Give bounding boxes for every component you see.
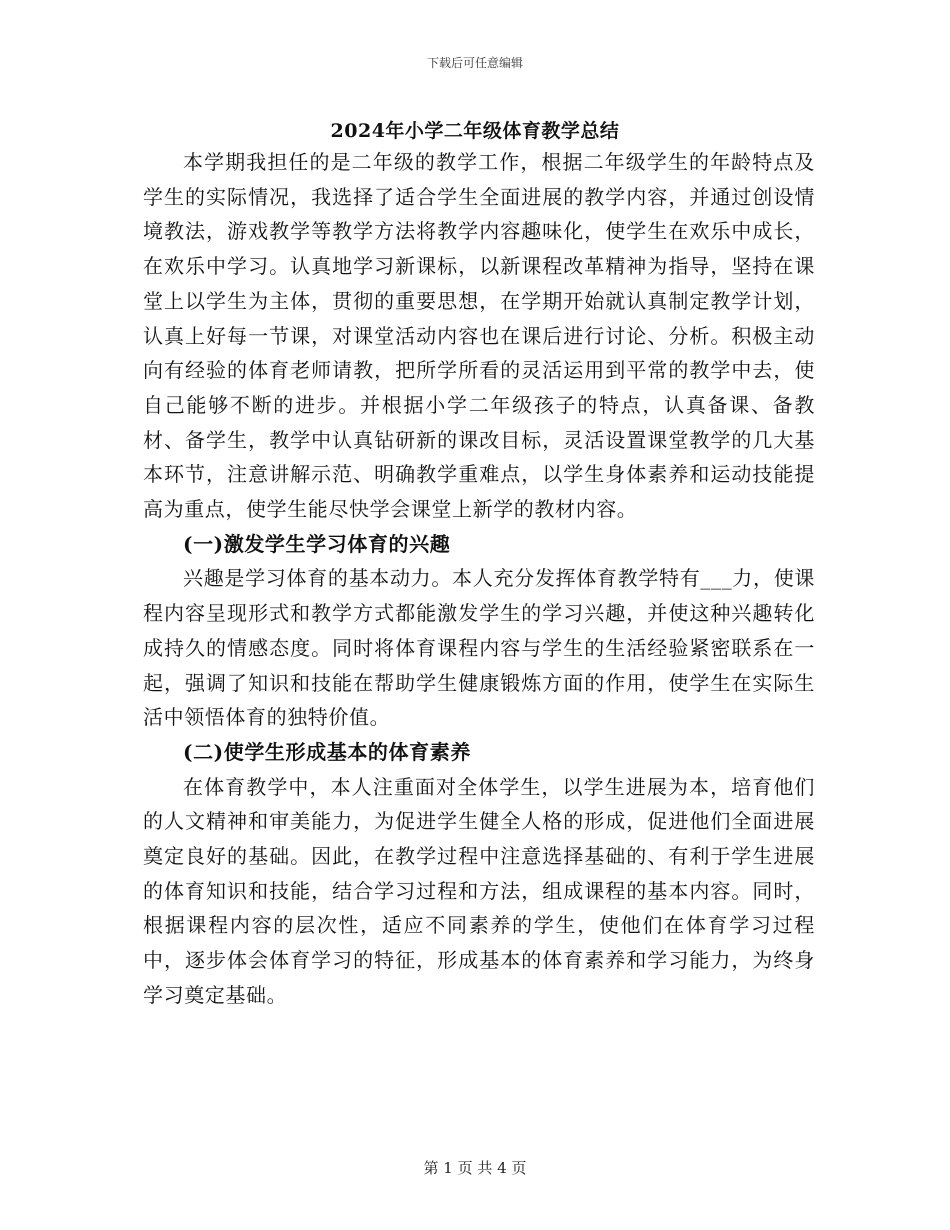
header-note: 下载后可任意编辑 [426,56,523,70]
document-body [143,145,815,1013]
intro-paragraph: 本学期我担任的是二年级的教学工作，根据二年级学生的年龄特点及学生的实际情况，我选择了适合学生全面进展的教学内容，并通过创设情境教法，游戏教学等教学方法将教学内容趣味化，使学生在欢乐中成长，在欢乐中学习。认真地学习新课标，以新课程改革精神为指导，坚持在课堂上以学生为主体，贯彻的重要思想，在学期开始就认真制定教学计划，认真上好每一节课，对课堂活动内容也在课后进行讨论、分析。积极主动向有经验的体育老师请教，把所学所看的灵活运用到平常的教学中去，使自己能够不断的进步。并根据小学二年级孩子的特点，认真备课、备教材、备学生，教学中认真钻研新的课改目标，灵活设置课堂教学的几大基本环节，注意讲解示范、明确教学重难点，以学生身体素养和运动技能提高为重点，使学生能尽快学会课堂上新学的教材内容。 [143,150,815,522]
page-number-footer: 第 1 页 共 4 页 [423,1159,527,1177]
section-heading-1: (一)激发学生学习体育的兴趣 [183,531,451,556]
document-title: 2024年小学二年级体育教学总结 [330,120,620,142]
section-body-2: 在体育教学中，本人注重面对全体学生，以学生进展为本，培育他们的人文精神和审美能力，为促进学生健全人格的形成，促进他们全面进展奠定良好的基础。因此，在教学过程中注意选择基础的、有利于学生进展的体育知识和技能，结合学习过程和方法，组成课程的基本内容。同时，根据课程内容的层次性，适应不同素养的学生，使他们在体育学习过程中，逐步体会体育学习的特征，形成基本的体育素养和学习能力，为终身学习奠定基础。 [143,774,815,1007]
section-heading-2: (二)使学生形成基本的体育素养 [183,739,471,764]
section-body-1: 兴趣是学习体育的基本动力。本人充分发挥体育教学特有___力，使课程内容呈现形式和教学方式都能激发学生的学习兴趣，并使这种兴趣转化成持久的情感态度。同时将体育课程内容与学生的生活经验紧密联系在一起，强调了知识和技能在帮助学生健康锻炼方面的作用，使学生在实际生活中领悟体育的独特价值。 [143,566,815,730]
